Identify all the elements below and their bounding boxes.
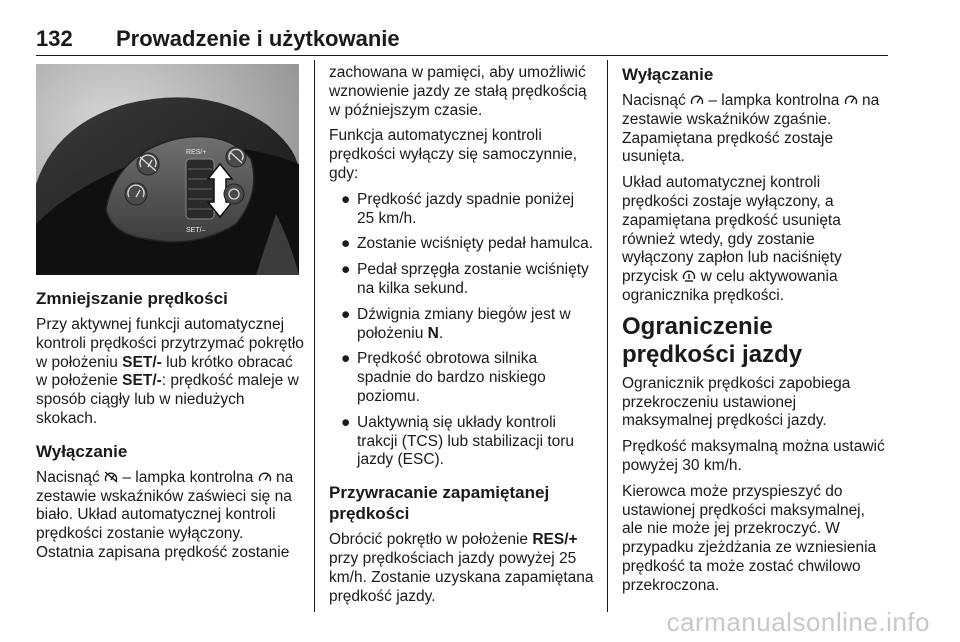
chapter-title: Prowadzenie i użytkowanie — [116, 26, 400, 51]
watermark: carmanualsonline.info — [666, 607, 930, 637]
paragraph-auto-off: Funkcja automatycznej kontroli prędkości wyłączy się samoczynnie, gdy: — [329, 127, 578, 182]
paragraph-deactivation-2: Nacisnąć – lampka kontrolna na zestawie wskaźników zgaśnie. Zapamiętana prędkość zostaje usunięta. — [622, 92, 880, 166]
heading-speed-limiter: Ograniczenie prędkości jazdy — [622, 312, 803, 368]
heading-resume-speed: Przywracanie zapamiętanej prędkości — [329, 483, 550, 524]
cruise-control-off-icon — [104, 471, 118, 483]
heading-speed-reduction: Zmniejszanie prędkości — [36, 289, 228, 308]
paragraph-resume-speed: Obrócić pokrętło w położenie RES/+ przy prędkościach jazdy powyżej 25 km/h. Zostanie uzyskana zapamiętana prędkość jazdy. — [329, 531, 594, 605]
paragraph-memory: zachowana w pamięci, aby umożliwić wznowienie jazdy ze stałą prędkością w późniejszym czasie. — [329, 64, 587, 119]
res-label: RES/+ — [186, 149, 207, 156]
list-item: ● Pedał sprzęgła zostanie wciśnięty na kilka sekund. — [341, 261, 589, 297]
page-header — [36, 22, 888, 56]
list-item: ● Prędkość jazdy spadnie poniżej 25 km/h. — [341, 190, 575, 227]
speed-limiter-icon — [682, 270, 696, 282]
paragraph-limiter-exceed: Kierowca może przyspieszyć do ustawionej prędkości maksymalnej, ale nie może jej przekroczyć. W przypadku zjeżdżania ze wzniesienia prędkość ta może zostać chwilowo przekroczona. — [622, 482, 877, 594]
auto-off-conditions-list — [329, 191, 595, 470]
paragraph-deactivation: Nacisnąć – lampka kontrolna na zestawie wskaźników zaświeci się na biało. Układ automatycznej kontroli prędkości zostanie wyłączony. Ostatnia zapisana prędkość zostanie — [36, 468, 294, 561]
column-divider — [314, 60, 315, 612]
column-2 — [329, 64, 595, 613]
set-label: SET/– — [186, 227, 206, 234]
steering-wheel-controls-figure — [36, 64, 299, 275]
heading-deactivation: Wyłączanie — [36, 441, 128, 461]
column-divider — [607, 60, 608, 612]
paragraph-limiter-setting: Prędkość maksymalną można ustawić powyżej 30 km/h. — [622, 438, 885, 474]
paragraph-limiter-intro: Ogranicznik prędkości zapobiega przekroczeniu ustawionej maksymalnej prędkości jazdy. — [622, 374, 851, 430]
list-item: ● Dźwignia zmiany biegów jest w położeniu N. — [341, 305, 571, 342]
paragraph-speed-reduction: Przy aktywnej funkcji automatycznej kontroli prędkości przytrzymać pokrętło w położeniu SET/- lub krótko obracać w położenie SET/-: prędkość maleje w sposób ciągły lub w niedużych skokach. — [36, 316, 304, 427]
list-item: ● Prędkość obrotowa silnika spadnie do bardzo niskiego poziomu. — [341, 350, 546, 405]
heading-deactivation-2: Wyłączanie — [622, 65, 714, 84]
cruise-control-indicator-icon — [844, 94, 858, 106]
paragraph-memory-cleared: Układ automatycznej kontroli prędkości zostaje wyłączony, a zapamiętana prędkość usunięta również wtedy, gdy zostanie wyłączony zapłon lub naciśnięty przycisk w celu aktywowania ogranicznika prędkości. — [622, 174, 842, 304]
column-3 — [622, 64, 888, 603]
page-number: 132 — [36, 26, 73, 51]
list-item: ● Uaktywnią się układy kontroli trakcji (TCS) lub stabilizacji toru jazdy (ESC). — [341, 413, 575, 469]
cruise-control-indicator-icon — [258, 471, 272, 483]
list-item: ● Zostanie wciśnięty pedał hamulca. — [341, 235, 594, 253]
column-1 — [36, 64, 304, 570]
cruise-control-button-icon — [690, 94, 704, 106]
